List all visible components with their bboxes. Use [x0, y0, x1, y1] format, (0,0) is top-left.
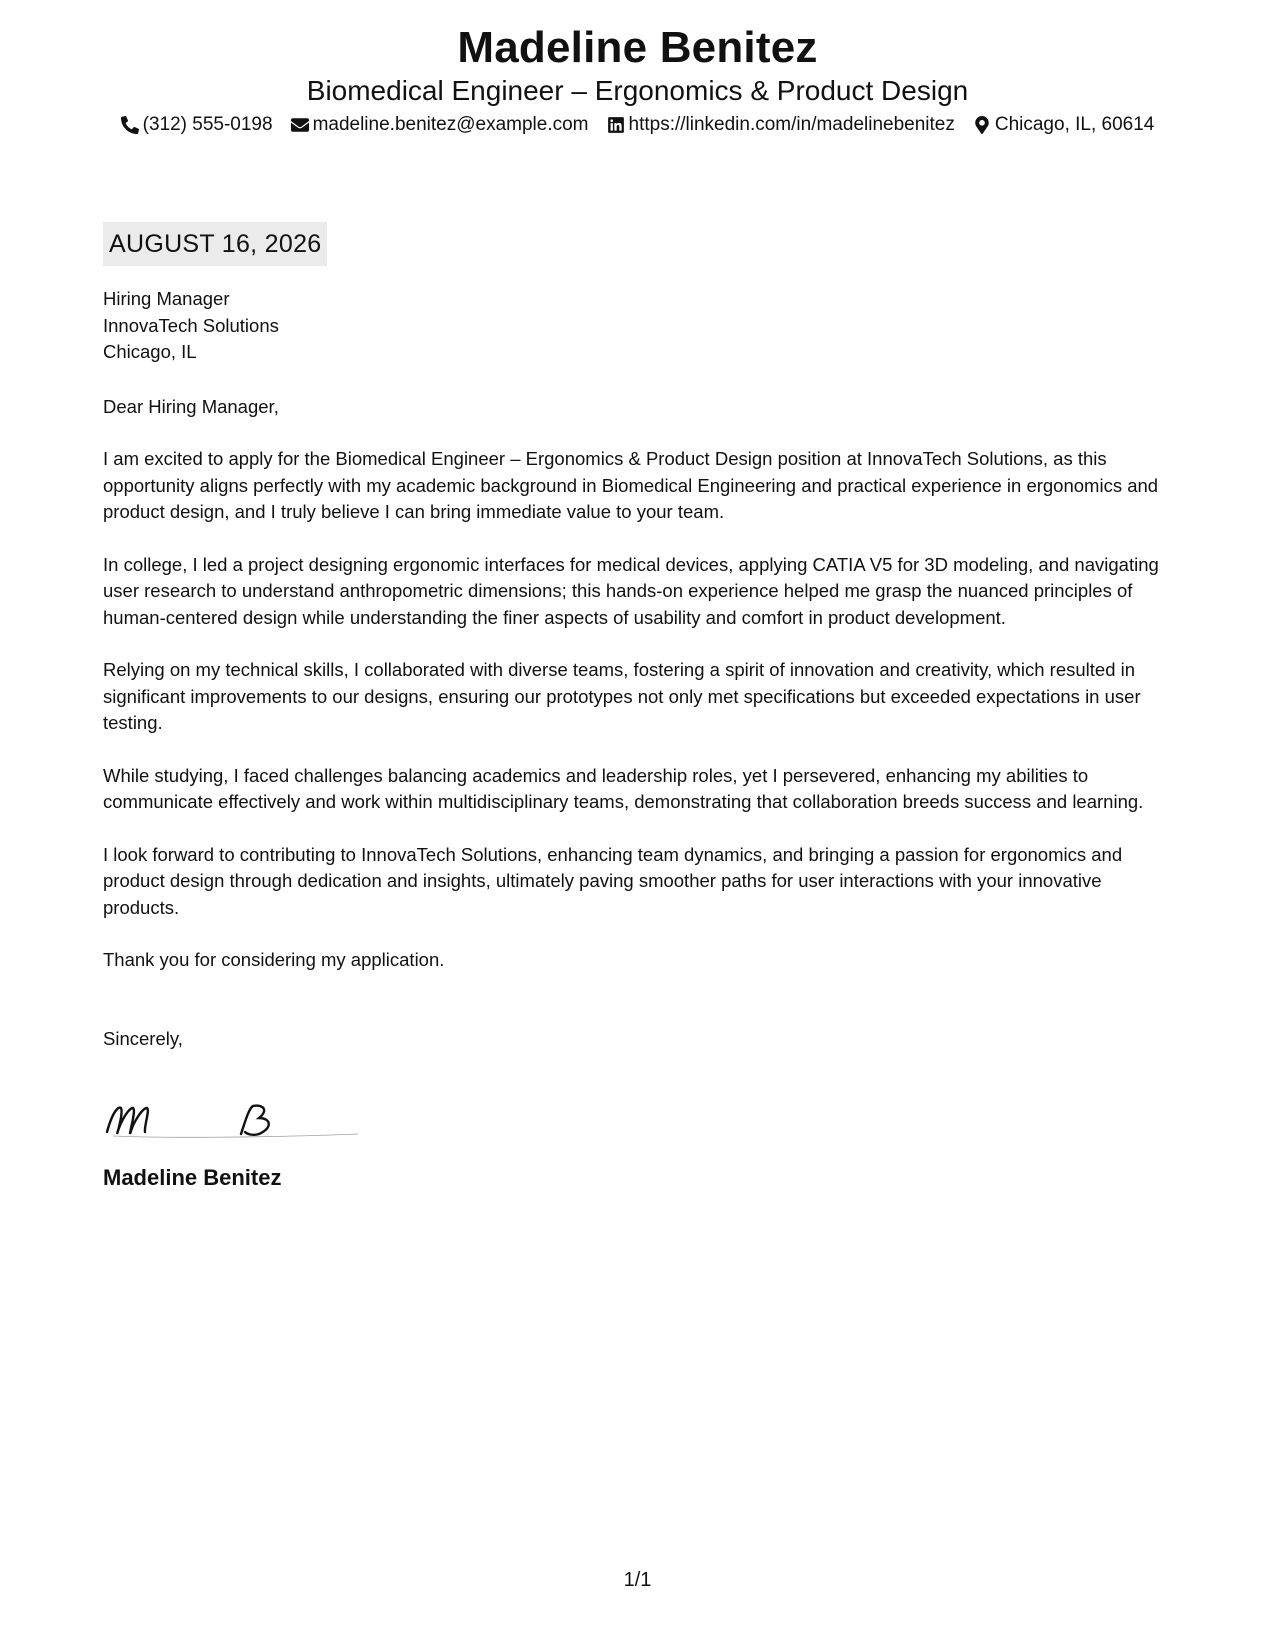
closing: Sincerely,: [103, 1027, 183, 1049]
email-text[interactable]: madeline.benitez@example.com: [312, 114, 589, 135]
body-paragraph: In college, I led a project designing ergonomic interfaces for medical devices, applying CATIA V5 for 3D modeling, and navigating user research to understand anthropometric dimensions; this hands-on experience helped me grasp the nuanced principles of human-centered design while understanding the finer aspects of usability and comfort in product development.: [103, 553, 1159, 628]
contact-phone: [121, 112, 273, 138]
body-paragraph: While studying, I faced challenges balancing academics and leadership roles, yet I persevered, enhancing my abilities to communicate effectively and work within multidisciplinary teams, demonstrating that collaboration breeds success and learning.: [103, 764, 1144, 812]
contact-location: [973, 112, 1155, 138]
applicant-headline: Biomedical Engineer – Ergonomics & Product Design: [306, 75, 969, 106]
letter-date: AUGUST 16, 2026: [103, 222, 327, 266]
contact-bar: [0, 112, 1275, 138]
body-paragraph: Relying on my technical skills, I collaborated with diverse teams, fostering a spirit of innovation and creativity, which resulted in significant improvements to our designs, ensuring our prototypes not only met specifications but exceeded expectations in user testing.: [103, 659, 1141, 733]
body-paragraph: Thank you for considering my application.: [103, 949, 445, 970]
envelope-icon: [291, 116, 309, 134]
phone-text: (312) 555-0198: [142, 114, 273, 135]
salutation: Dear Hiring Manager,: [103, 395, 279, 417]
letter-body: [103, 222, 1173, 1192]
body-paragraph: I look forward to contributing to InnovaTech Solutions, enhancing team dynamics, and bringing a passion for ergonomics and product design through dedication and insights, ultimately paving smoother paths for user interactions with your innovative products.: [103, 843, 1123, 918]
recipient-block: [103, 286, 1173, 366]
linkedin-icon: [607, 116, 625, 134]
recipient-line: Hiring Manager: [103, 288, 230, 309]
location-text: Chicago, IL, 60614: [994, 114, 1155, 135]
recipient-line: Chicago, IL: [103, 341, 197, 362]
linkedin-url[interactable]: https://linkedin.com/in/madelinebenitez: [628, 114, 955, 135]
applicant-name: Madeline Benitez: [457, 23, 818, 72]
handwritten-signature: [103, 1092, 1173, 1148]
signer-name: Madeline Benitez: [103, 1165, 282, 1190]
page-number: 1/1: [623, 1569, 652, 1591]
contact-email: [291, 112, 589, 138]
phone-icon: [121, 116, 139, 134]
map-marker-icon: [973, 116, 991, 134]
letter-header: [0, 22, 1275, 138]
body-paragraph: I am excited to apply for the Biomedical Engineer – Ergonomics & Product Design position at InnovaTech Solutions, as this opportunity aligns perfectly with my academic background in Biomedical Engineering and practical experience in ergonomics and product design, and I truly believe I can bring immediate value to your team.: [103, 448, 1159, 522]
contact-linkedin: [607, 112, 955, 138]
recipient-line: InnovaTech Solutions: [103, 314, 279, 336]
